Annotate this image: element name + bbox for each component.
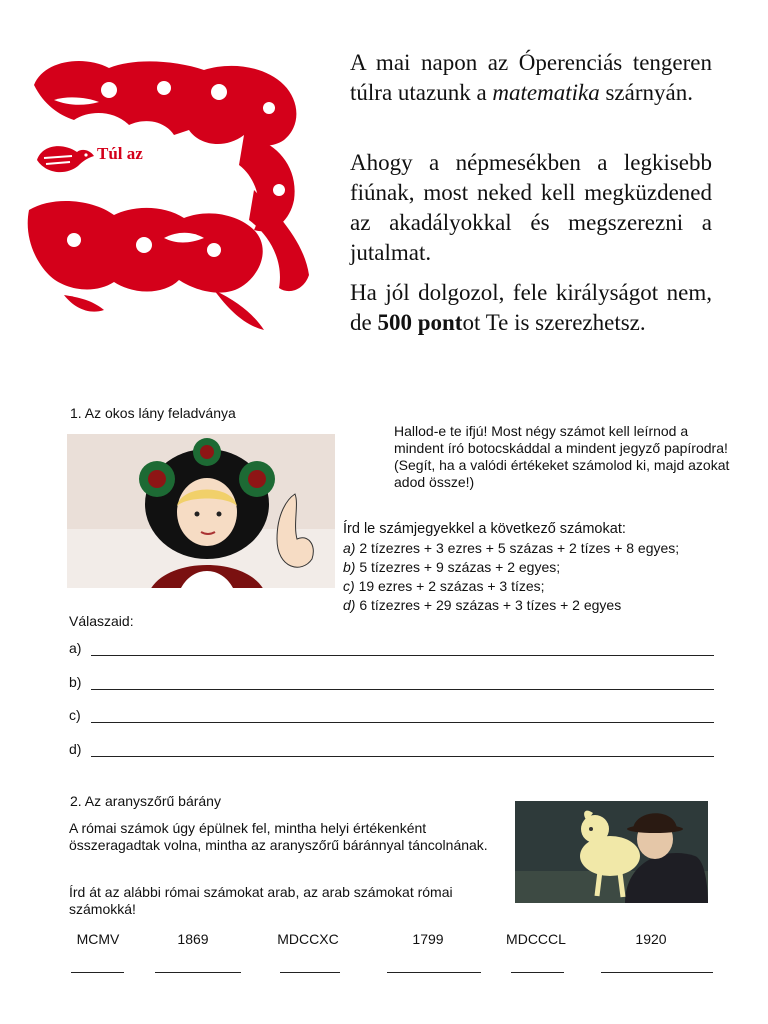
answer-blank[interactable] <box>280 972 340 973</box>
answer-blank[interactable] <box>71 972 124 973</box>
task2-title: 2. Az aranyszőrű bárány <box>70 793 221 809</box>
number-item: MCMV <box>76 931 120 947</box>
answer-blank[interactable] <box>155 972 241 973</box>
list-item: a) 2 tízezres + 3 ezres + 5 százas + 2 tízes + 8 egyes; <box>343 540 680 556</box>
number-item: 1869 <box>177 931 209 947</box>
list-item: c) 19 ezres + 2 százas + 3 tízes; <box>343 578 545 594</box>
answer-row-c[interactable]: c) <box>69 707 714 723</box>
task2-paragraph-2: Írd át az alábbi római számokat arab, az arab számokat római számokká! <box>69 884 453 917</box>
answer-line[interactable] <box>91 675 714 690</box>
answer-line[interactable] <box>91 641 714 656</box>
answers-label: Válaszaid: <box>69 613 134 629</box>
task2-paragraph-1: A római számok úgy épülnek fel, mintha helyi értékenként összeragadtak volna, mintha az aranyszőrű báránnyal táncolnának. <box>69 820 488 853</box>
intro-paragraph-2: Ahogy a népmesékben a legkisebb fiúnak, most neked kell megküzdened az akadályokkal és megszerezni a jutalmat. <box>350 150 712 265</box>
answer-row-a[interactable]: a) <box>69 640 714 656</box>
number-item: MDCCCL <box>506 931 566 947</box>
list-item: b) 5 tízezres + 9 százas + 2 egyes; <box>343 559 561 575</box>
answer-blank[interactable] <box>387 972 481 973</box>
answer-row-b[interactable]: b) <box>69 674 714 690</box>
intro-paragraph-3: Ha jól dolgozol, fele királyságot nem, de 500 pontot Te is szerezhetsz. <box>350 280 712 335</box>
task1-instructions: Hallod-e te ifjú! Most négy számot kell leírnod a mindent író botocskáddal a mindent jegyző papírodra! (Segít, ha a valódi értékeket számolod ki, majd azokat adod össze!) <box>394 423 730 490</box>
answer-blank[interactable] <box>601 972 713 973</box>
clever-girl-illustration <box>67 434 335 588</box>
number-item: MDCCXC <box>277 931 339 947</box>
number-list-heading: Írd le számjegyekkel a következő számokat: <box>343 521 626 537</box>
list-item: d) 6 tízezres + 29 százas + 3 tízes + 2 egyes <box>343 597 622 613</box>
number-item: 1799 <box>412 931 444 947</box>
number-item: 1920 <box>635 931 667 947</box>
golden-lamb-illustration <box>515 801 708 903</box>
answer-row-d[interactable]: d) <box>69 741 714 757</box>
number-list <box>343 520 743 615</box>
task1-title: 1. Az okos lány feladványa <box>70 405 236 421</box>
answer-line[interactable] <box>91 742 714 757</box>
intro-paragraph-1: A mai napon az Óperenciás tengeren túlra utazunk a matematika szárnyán. <box>350 50 712 105</box>
ornament-caption: Túl az <box>97 144 143 163</box>
answer-blank[interactable] <box>511 972 564 973</box>
answer-line[interactable] <box>91 708 714 723</box>
folk-ornament-image <box>14 40 326 330</box>
